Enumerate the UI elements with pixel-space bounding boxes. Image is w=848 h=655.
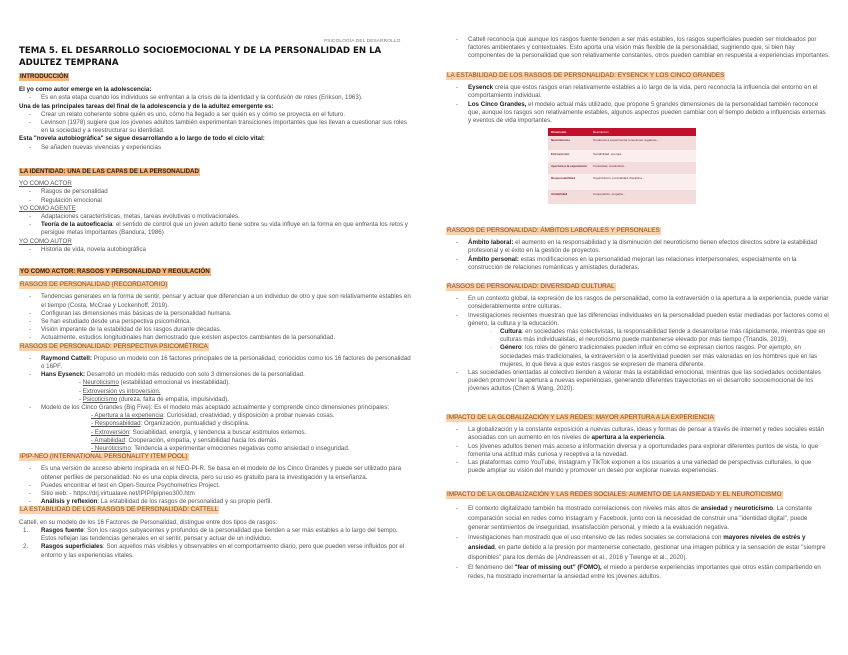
big-five-table-image <box>548 128 830 204</box>
table-cell: Organización, puntualidad, disciplina... <box>590 174 696 190</box>
subsection-heading: RASGOS DE PERSONALIDAD: PERSPECTIVA PSICOMÉTRICA <box>20 342 208 350</box>
bold-term: Ámbito laboral: <box>468 239 514 247</box>
list-item: - Configuran las dimensiones más básicas de la personalidad humana. <box>19 310 411 318</box>
list-item: - Historia de vida, novela autobiográfica <box>19 246 411 254</box>
bold-term: Rasgos superficiales <box>41 543 103 551</box>
item-text: creía que estos rasgos eran relativamente estables a lo largo de la vida, pero reconocía la influencia del entorno en el comportamiento individual. <box>468 84 818 100</box>
list-item: - Modelo de los Cinco Grandes (Big Five): Es el modelo más aceptado actualmente y comprende cinco dimensiones principales: <box>19 404 411 412</box>
item-text: : Tendencia a experimentar emociones negativas como ansiedad o inseguridad. <box>130 445 350 453</box>
list-item: - Sitio web: - https://drj.virtualave.net/IPIP/ipipneo300.htm <box>19 490 411 498</box>
identity-section <box>19 168 411 254</box>
list-item: - Se han estudiado desde una perspectiva psicométrica. <box>19 318 411 326</box>
list-item: - Actualmente, estudios longitudinales han demostrado que existen aspectos cambiantes de la personalidad. <box>19 334 411 342</box>
running-header: PSICOLOGÍA DEL DESARROLLO <box>324 39 401 44</box>
item-text: : Son los rasgos subyacentes y profundos de la personalidad que tienden a ser más estables a lo largo del tiempo. Estos reflejan las tendencias generales en el sentir, pensar y actuar de un individuo. <box>41 526 398 543</box>
item-text: (estabilidad emocional vs inestabilidad). <box>118 379 230 387</box>
item-text: , en parte debido a la presión por mantenerse conectado, gestionar una imagen pública y la sensación de estar "siempre disponibles" para los demás de (Andreassen et al., 2016 y Twenge et al., 2020). <box>468 543 826 561</box>
item-text: (dureza, falta de empatía, impulsividad). <box>117 395 229 403</box>
item-text: Propuso un modelo con 16 factores principales de la personalidad, conocidos como los 16 factores de personalidad o 16PF. <box>41 354 411 371</box>
ambitos-section <box>446 227 830 272</box>
table-cell: Sociabilidad, energía... <box>590 150 696 162</box>
underlined-term: Extroversión vs introversión. <box>82 387 161 395</box>
subsection-heading: LA ESTABILIDAD DE LOS RASGOS DE PERSONALIDAD: CATTELL <box>20 506 219 514</box>
sub-item <box>19 420 411 428</box>
section-heading: RASGOS DE PERSONALIDAD: DIVERSIDAD CULTURAL <box>447 283 615 290</box>
list-item: - Investigaciones recientes muestran que las diferencias individuales en la personalidad pueden estar mediadas por factores como el género, la cultura y la educación. <box>446 312 830 328</box>
bold-term: Ámbito personal: <box>468 255 519 263</box>
bold-term: neuroticismo <box>734 504 774 512</box>
list-item <box>446 256 830 272</box>
sub-item <box>19 437 411 445</box>
sub-item <box>19 429 411 437</box>
table-cell: Apertura a la experiencia <box>548 162 590 174</box>
bold-term: Género <box>500 344 522 352</box>
list-item: - Crear un relato coherente sobre quién es uno, cómo ha llegado a ser quién es y cómo se proyecta en el futuro. <box>19 111 411 119</box>
section-heading: YO COMO ACTOR: RASGOS Y PERSONALIDAD Y REGULACIÓN <box>20 268 210 275</box>
subsection-heading: RASGOS DE PERSONALIDAD (RECORDATORIO) <box>20 281 168 289</box>
underlined-term: - Neuroticismo <box>91 445 131 453</box>
list-item <box>446 426 830 442</box>
section-heading: INTRODUCCIÓN <box>20 73 69 80</box>
item-text: : los roles de género tradicionales pueden influir en cómo se expresan ciertos rasgos. Por ejemplo, en sociedades más tradicionales, la extraversión o la asertividad pueden ser más valoradas en los hombres que en las mujeres, lo que lleva a que estos rasgos se expresen de manera diferente. <box>500 344 818 368</box>
item-text: El fenómeno del <box>468 563 515 571</box>
list-item: - Puedes encontrar el test en Open-Source Psychometrics Project. <box>19 482 411 490</box>
list-item <box>19 355 411 371</box>
item-text: y <box>727 504 735 512</box>
bold-term: Hans Eysenck: <box>41 371 86 379</box>
table-cell: Extroversión <box>548 150 590 162</box>
lead-text: El yo como autor emerge en la adolescencia: <box>19 86 152 94</box>
item-text: : Organización, puntualidad y disciplina. <box>140 420 250 428</box>
sub-item <box>19 445 411 453</box>
underlined-term: Neuroticismo <box>82 379 119 387</box>
underlined-term: - Apertura a la experiencia <box>91 412 164 420</box>
big-five-table <box>548 128 696 204</box>
globalization-anxiety-section <box>446 490 830 582</box>
table-header: Descripción <box>590 128 696 136</box>
list-item: - Los jóvenes adultos tienen más acceso a información diversa y a oportunidades para explorar diferentes puntos de vista, lo que fomenta una actitud más curiosa y receptiva a la novedad. <box>446 443 830 459</box>
bold-term: apertura a la experiencia <box>591 434 665 442</box>
bold-term: Los Cinco Grandes, <box>468 100 527 108</box>
underlined-term: - Amabilidad <box>91 436 126 444</box>
bold-term: "fear of missing out" (FOMO), <box>514 563 602 571</box>
sub-item <box>19 412 411 420</box>
lead-text: Una de las principales tareas del final de la adolescencia y de la adultez emergente es: <box>19 102 274 110</box>
table-cell: Amabilidad <box>548 190 590 204</box>
cattell-note <box>446 36 830 61</box>
list-item: - Es una versión de acceso abierto inspirada en el NEO-PI-R. Se basa en el modelo de los Cinco Grandes y puede ser utilizado para obtener perfiles de personalidad. No es una copia directa, pero su uso es gratuito para la investigación y la enseñanza. <box>19 465 411 481</box>
section-heading: LA IDENTIDAD: UNA DE LAS CAPAS DE LA PERSONALIDAD <box>20 168 199 175</box>
bold-term: mayores niveles de estrés y ansiedad <box>468 534 806 551</box>
list-item: - Las plataformas como YouTube, Instagram y TikTok exponen a los usuarios a una variedad de perspectivas culturales, lo que puede ampliar su visión del mundo y promover un deseo por explorar nuevas experiencias. <box>446 459 830 475</box>
item-text: : La estabilidad de los rasgos de personalidad y su propio perfil. <box>97 498 273 506</box>
table-cell: Responsabilidad <box>548 174 590 190</box>
bold-term: ansiedad <box>700 504 728 512</box>
bold-term: Cultura <box>500 328 522 336</box>
underlined-term: Psicoticismo <box>82 395 118 403</box>
table-cell: Neuroticismo <box>548 136 590 150</box>
bold-term: Rasgos fuente <box>41 526 84 534</box>
bold-term: Raymond Cattell: <box>41 354 92 362</box>
list-item: - Las sociedades orientadas al colectivo tienden a valorar más la estabilidad emocional, mientras que las sociedades occidentales pueden promover la apertura a nuevas experiencias, generando diferentes trayectorias en el desarrollo socioemocional de los jóvenes adultos (Chen & Wang, 2020). <box>446 369 830 394</box>
numbered-item <box>19 543 411 559</box>
list-item: - Regulación emocional <box>19 197 411 205</box>
item-text: el miedo a perderse experiencias importantes que otros están compartiendo en redes, ha mostrado incrementar la ansiedad entre los jóvenes adultos. <box>468 563 821 581</box>
item-text: La globalización y la constante exposición a nuevas culturas, ideas y formas de pensar a través de internet y redes sociales están asociadas con un aumento en los niveles de <box>468 426 824 442</box>
intro-section <box>19 73 411 152</box>
list-item <box>19 498 411 506</box>
list-item <box>19 221 411 237</box>
list-item <box>446 533 830 562</box>
list-item <box>446 84 830 100</box>
list-item <box>446 239 830 255</box>
item-text: Desarrolló un modelo más reducido con solo 3 dimensiones de la personalidad. <box>85 371 305 379</box>
sub-item: - Psicoticismo (dureza, falta de empatía, impulsividad). <box>79 395 229 403</box>
item-text: : Son aquellos más visibles y observables en el comportamiento diario, pero que pueden verse influidos por el entorno y las experiencias vitales. <box>41 543 405 559</box>
sub-item: - Extroversión vs introversión. <box>79 387 161 395</box>
item-text: . La constante comparación social en redes como Instagram y Facebook, junto con la necesidad de construir una "identidad digital", puede generar sentimientos de inseguridad, insatisfacción personal, y miedo a la evaluación negativa. <box>468 504 812 532</box>
subheading: YO COMO ACTOR <box>19 180 72 188</box>
bold-term: Eysenck <box>468 84 494 92</box>
item-text: Investigaciones han mostrado que el uso intensivo de las redes sociales se correlaciona con <box>468 534 724 542</box>
cultural-section <box>446 283 830 394</box>
bold-term: Teoría de la autoeficacia <box>41 221 113 229</box>
actor-section <box>19 268 411 560</box>
underlined-term: - Extroversión <box>91 428 130 436</box>
item-text: : en sociedades más colectivistas, la responsabilidad tiende a desarrollarse más rápidamente, mientras que en culturas más individualistas, el neuroticismo puede mantenerse elevado por más tiempo (Triandis, 2019). <box>500 328 826 344</box>
section-heading: IMPACTO DE LA GLOBALIZACIÓN Y LAS REDES SOCIALES: AUMENTO DE LA ANSIEDAD Y EL NEUROTICISMO <box>447 491 782 498</box>
item-text: estas modificaciones en la personalidad mejoran las relaciones interpersonales, especialmente en la construcción de relaciones románticas y amistades duraderas. <box>468 255 797 271</box>
table-cell: Tendencia a experimentar emociones negativas... <box>590 136 696 150</box>
underlined-term: - Responsabilidad <box>91 420 141 428</box>
bold-term: Análisis y reflexión <box>41 498 98 506</box>
subheading: YO COMO AGENTE <box>19 204 76 212</box>
item-text: : Sociabilidad, energía, y tendencia a buscar estímulos externos. <box>129 428 307 436</box>
list-item: - Es en esta etapa cuando los individuos se enfrentan a la crisis de la identidad y la confusión de roles (Erikson, 1963). <box>19 94 411 102</box>
sub-item: - Neuroticismo (estabilidad emocional vs inestabilidad). <box>79 379 230 387</box>
item-text: : Curiosidad, creatividad, y disposición a probar nuevas cosas. <box>163 412 335 420</box>
subheading: YO COMO AUTOR <box>19 237 72 245</box>
paragraph: Cattell, en su modelo de los 16 Factores de Personalidad, distingue entre dos tipos de rasgos: <box>19 518 278 526</box>
page-title: TEMA 5. EL DESARROLLO SOCIOEMOCIONAL Y DE LA PERSONALIDAD EN LA ADULTEZ TEMPRANA <box>19 46 382 68</box>
list-item <box>446 563 830 583</box>
list-item: - Cattell reconocía que aunque los rasgos fuente tienden a ser más estables, los rasgos superficiales pueden ser moldeados por factores ambientales y contextuales. Esto aporta una visión más flexible de la personalidad, sugiriendo que, si bien hay componentes de la personalidad que son relativamente constantes, otros pueden cambiar en respuesta a experiencias importantes. <box>446 36 830 61</box>
section-heading: RASGOS DE PERSONALIDAD: ÁMBITOS LABORALES Y PERSONALES <box>447 227 660 234</box>
item-text: El contexto digitalizado también ha mostrado correlaciones con niveles más altos de <box>468 504 701 512</box>
list-item: - Visión imperante de la estabilidad de los rasgos durante décadas. <box>19 326 411 334</box>
sub-item <box>446 344 830 369</box>
list-item: - Levinson (1978) sugiere que los jóvenes adultos también experimentan transiciones importantes que les llevan a cuestionar sus roles en la sociedad y a reestructurar su identidad. <box>19 119 411 135</box>
subsection-heading: IPIP-NEO (INTERNATIONAL PERSONALITY ITEM POOL) <box>20 453 188 461</box>
list-item: - En un contexto global, la expresión de los rasgos de personalidad, como la extraversión o la apertura a la experiencia, puede variar considerablemente entre culturas. <box>446 295 830 311</box>
list-item: - Rasgos de personalidad <box>19 188 411 196</box>
table-cell: Curiosidad, creatividad... <box>590 162 696 174</box>
list-item <box>446 504 830 533</box>
list-item <box>19 371 411 379</box>
table-header: Dimensión <box>548 128 590 136</box>
list-item: - Se añaden nuevas vivencias y experiencias <box>19 144 411 152</box>
globalization-openness-section <box>446 414 830 475</box>
list-item: - Tendencias generales en la forma de sentir, pensar y actuar que diferencian a un individuo de otro y que son relativamente estables en el tiempo (Costa, McCrae y Lockenhoff, 2019). <box>19 293 411 309</box>
section-heading: LA ESTABILIDAD DE LOS RASGOS DE PERSONALIDAD: EYSENCK Y LOS CINCO GRANDES <box>447 72 725 79</box>
item-text: el modelo actual más utilizado, que propone 5 grandes dimensiones de la personalidad también reconoce que, aunque los rasgos son relativamente estables, algunos aspectos pueden cambiar con el tiempo debido a influencias externas y eventos de vida importantes. <box>468 100 826 125</box>
item-text: el aumento en la responsabilidad y la disminución del neuroticismo tienen efectos directos sobre la estabilidad profesional y el éxito en la gestión de proyectos. <box>468 239 818 255</box>
item-text: . <box>664 434 666 442</box>
sub-item <box>446 328 830 344</box>
section-heading: IMPACTO DE LA GLOBALIZACIÓN Y LAS REDES: MAYOR APERTURA A LA EXPERIENCIA <box>447 414 714 421</box>
numbered-item <box>19 527 411 543</box>
table-cell: Cooperación, empatía... <box>590 190 696 204</box>
item-text: : Cooperación, empatía, y sensibilidad hacia los demás. <box>125 436 279 444</box>
list-item <box>446 101 830 126</box>
item-text: : el sentido de control que un joven adulto tiene sobre su vida influye en la forma en que enfrenta los retos y persigue metas importantes (Bandura, 1986) <box>41 221 408 237</box>
lead-text: Esta "novela autobiográfica" se sigue desarrollando a lo largo de todo el ciclo vital: <box>19 135 265 143</box>
list-item: - Adaptaciones características, metas, tareas evolutivas o motivacionales. <box>19 213 411 221</box>
eysenck-section <box>446 72 830 125</box>
